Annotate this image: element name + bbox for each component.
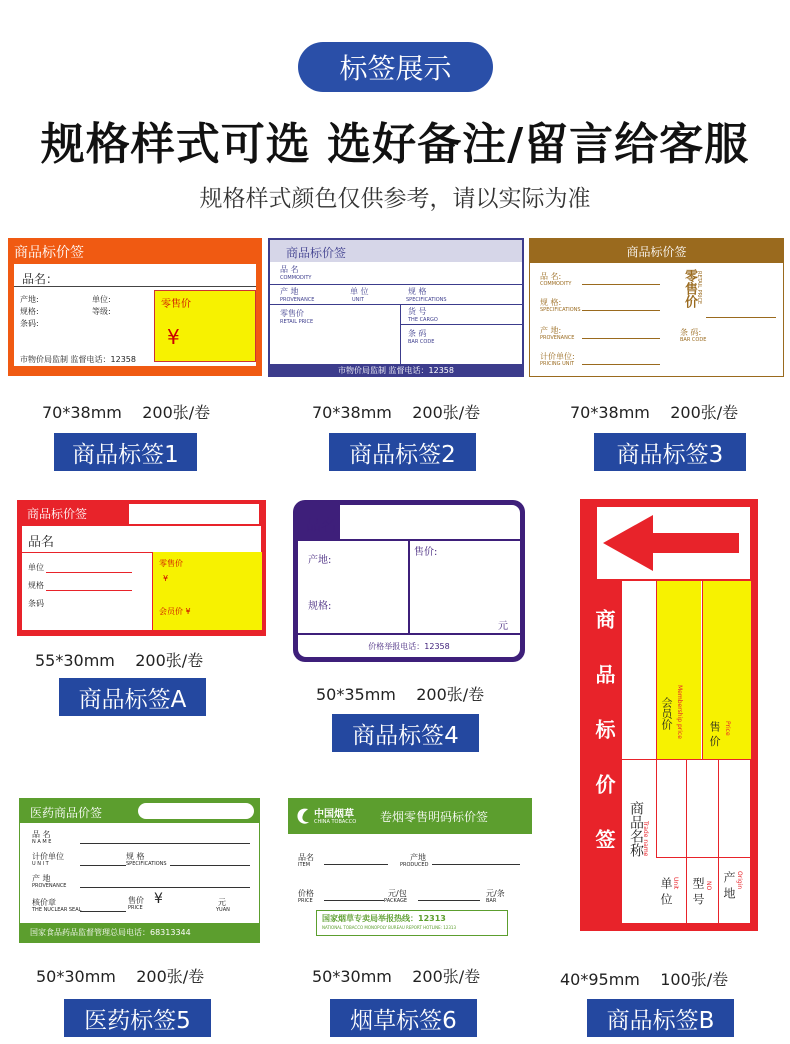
- label-6-per-carton: 元/条: [486, 889, 505, 898]
- label-a-member-price: 会员价 ¥: [159, 607, 191, 616]
- label-1-retail: 零售价: [161, 299, 191, 310]
- label-a: [17, 500, 266, 636]
- label-2-cargo-en: THE CARGO: [408, 317, 438, 323]
- spec-a: 55*30mm 200张/卷: [35, 651, 204, 670]
- page-headline: 规格样式可选 选好备注/留言给客服: [40, 119, 750, 170]
- label-b-price: 售 价: [708, 721, 721, 747]
- label-4-price: 售价:: [414, 547, 438, 558]
- label-6-name: 品名: [298, 853, 314, 862]
- label-6: [288, 798, 532, 938]
- name-label-6: 烟草标签6: [330, 999, 477, 1037]
- label-6-per-pack-en: PACKAGE: [384, 898, 408, 904]
- label-2-spec: 规 格: [408, 287, 427, 296]
- name-label-2: 商品标签2: [329, 433, 476, 471]
- label-2-name-en: COMMODITY: [280, 275, 312, 281]
- name-label-4: 商品标签4: [332, 714, 479, 752]
- label-1-title: 商品标价签: [14, 245, 84, 261]
- label-b-model-en: NO: [705, 881, 712, 891]
- label-3-origin: 产 地:: [540, 326, 562, 335]
- label-3-retail: 零售价: [682, 269, 697, 308]
- label-2-origin: 产 地: [280, 287, 299, 296]
- label-2-title: 商品标价签: [286, 246, 347, 260]
- label-5-spec-en: SPECIFICATIONS: [126, 861, 167, 867]
- label-3-retail-en: RETAIL PRICE: [696, 271, 702, 305]
- label-4-name: 品名: [306, 516, 337, 534]
- label-a-title: 商品标价签: [27, 507, 88, 521]
- label-5-yuan: 元: [218, 898, 226, 907]
- spec-6: 50*30mm 200张/卷: [312, 967, 481, 986]
- label-2-name: 品 名: [280, 265, 299, 274]
- label-6-hotline-en: NATIONAL TOBACCO MONOPOLY BUREAU REPORT HOTLINE: 12313: [322, 925, 456, 930]
- label-3-pricing-unit-en: PRICING UNIT: [540, 361, 575, 367]
- label-4-spec: 规格:: [308, 601, 332, 612]
- label-2: [268, 238, 524, 377]
- label-2-cargo: 货 号: [408, 307, 427, 316]
- label-5-seal-en: THE NUCLEAR SEAL: [32, 907, 82, 913]
- label-2-barcode: 条 码: [408, 329, 427, 338]
- label-5: [19, 798, 260, 943]
- label-4-yuan: 元: [498, 621, 508, 632]
- label-6-price: 价格: [298, 889, 314, 898]
- label-1-name: 品名：: [22, 272, 59, 286]
- label-2-footer: 市物价局监制 监督电话：12358: [338, 366, 454, 375]
- label-6-title: 卷烟零售明码标价签: [380, 810, 489, 824]
- label-5-name-en: N A M E: [32, 839, 52, 845]
- name-label-1: 商品标签1: [54, 433, 197, 471]
- label-b-model: 型 号: [691, 877, 705, 905]
- label-3: [529, 238, 784, 377]
- spec-b: 40*95mm 100张/卷: [560, 970, 729, 989]
- label-3-barcode-en: BAR CODE: [680, 337, 707, 343]
- label-1-footer: 市物价局监制 监督电话：12358: [20, 355, 136, 364]
- label-6-hotline: 国家烟草专卖局举报热线：12313: [322, 914, 446, 923]
- name-label-b: 商品标签B: [587, 999, 734, 1037]
- label-4: [293, 500, 525, 662]
- label-5-spec: 规 格: [126, 852, 145, 861]
- label-1-yen: ¥: [167, 325, 180, 349]
- label-6-name-en: ITEM: [298, 862, 311, 868]
- label-a-yen: ¥: [163, 574, 169, 583]
- label-1-spec: 规格:: [20, 307, 39, 316]
- label-2-unit: 单 位: [350, 287, 369, 296]
- label-b-unit-en: Unit: [672, 877, 679, 890]
- label-b-title: 商 品 标 价 签: [592, 609, 616, 863]
- label-3-origin-en: PROVENANCE: [540, 335, 575, 341]
- page-subline: 规格样式颜色仅供参考，请以实际为准: [199, 186, 591, 212]
- label-1-origin: 产地:: [20, 295, 39, 304]
- label-5-seal: 核价章: [32, 898, 56, 907]
- label-3-spec: 规 格:: [540, 298, 562, 307]
- label-6-origin: 产地: [410, 853, 426, 862]
- label-5-pricing-unit: 计价单位: [32, 852, 64, 861]
- label-5-origin-en: PROVENANCE: [32, 883, 67, 889]
- label-6-brand-en: CHINA TOBACCO: [314, 819, 357, 825]
- label-5-title: 医药商品价签: [30, 806, 103, 820]
- label-b: [580, 499, 758, 931]
- section-badge: 标签展示: [298, 42, 493, 92]
- label-4-origin: 产地:: [308, 555, 332, 566]
- label-2-origin-en: PROVENANCE: [280, 297, 315, 303]
- label-2-spec-en: SPECIFICATIONS: [406, 297, 447, 303]
- label-b-origin: 产 地: [722, 871, 736, 899]
- label-5-name: 品 名: [32, 830, 51, 839]
- label-a-retail: 零售价: [159, 559, 183, 568]
- label-3-barcode: 条 码:: [680, 328, 702, 337]
- label-5-origin: 产 地: [32, 874, 51, 883]
- label-b-unit: 单 位: [659, 877, 673, 905]
- spec-4: 50*35mm 200张/卷: [316, 685, 485, 704]
- label-2-retail: 零售价: [280, 309, 304, 318]
- arrow-left-icon: [603, 515, 743, 571]
- label-b-member-en: Membership price: [676, 685, 683, 739]
- label-b-trade-name: 商品名称: [628, 801, 644, 857]
- label-6-per-pack: 元/包: [388, 889, 407, 898]
- spec-3: 70*38mm 200张/卷: [570, 403, 739, 422]
- label-a-spec: 规格: [28, 581, 44, 590]
- spec-2: 70*38mm 200张/卷: [312, 403, 481, 422]
- label-1: [8, 238, 262, 376]
- label-b-member: 会员价: [660, 697, 673, 730]
- label-5-price: 售价: [128, 896, 144, 905]
- label-b-origin-en: Origin: [736, 871, 743, 890]
- label-3-pricing-unit: 计价单位:: [540, 352, 575, 361]
- label-5-yen: ¥: [154, 891, 163, 907]
- label-5-footer: 国家食品药品监督管理总局电话：68313344: [30, 928, 191, 937]
- label-1-grade: 等级:: [92, 307, 111, 316]
- name-label-5: 医药标签5: [64, 999, 211, 1037]
- label-3-name: 品 名:: [540, 272, 562, 281]
- label-b-trade-name-en: Trade name: [642, 821, 649, 857]
- label-2-barcode-en: BAR CODE: [408, 339, 435, 345]
- label-3-title: 商品标价签: [626, 245, 687, 259]
- label-3-name-en: COMMODITY: [540, 281, 572, 287]
- label-2-unit-en: UNIT: [352, 297, 364, 303]
- label-2-retail-en: RETAIL PRICE: [280, 319, 314, 325]
- spec-5: 50*30mm 200张/卷: [36, 967, 205, 986]
- label-a-name: 品名: [28, 535, 55, 550]
- label-3-spec-en: SPECIFICATIONS: [540, 307, 581, 313]
- label-a-barcode: 条码: [28, 599, 44, 608]
- label-4-footer: 价格举报电话：12358: [368, 642, 450, 651]
- label-1-barcode: 条码:: [20, 319, 39, 328]
- label-5-yuan-en: YUAN: [216, 907, 230, 913]
- label-b-price-en: Price: [724, 721, 731, 736]
- label-6-per-carton-en: BAR: [486, 898, 497, 904]
- spec-1: 70*38mm 200张/卷: [42, 403, 211, 422]
- name-label-a: 商品标签A: [59, 678, 206, 716]
- label-5-pricing-unit-en: U N I T: [32, 861, 49, 867]
- label-6-price-en: PRICE: [298, 898, 313, 904]
- label-1-unit: 单位:: [92, 295, 111, 304]
- tobacco-logo-icon: [294, 806, 312, 826]
- label-6-brand: 中国烟草: [314, 809, 354, 820]
- label-5-price-en: PRICE: [128, 905, 143, 911]
- label-6-origin-en: PRODUCED: [400, 862, 429, 868]
- name-label-3: 商品标签3: [594, 433, 746, 471]
- label-a-unit: 单位: [28, 563, 44, 572]
